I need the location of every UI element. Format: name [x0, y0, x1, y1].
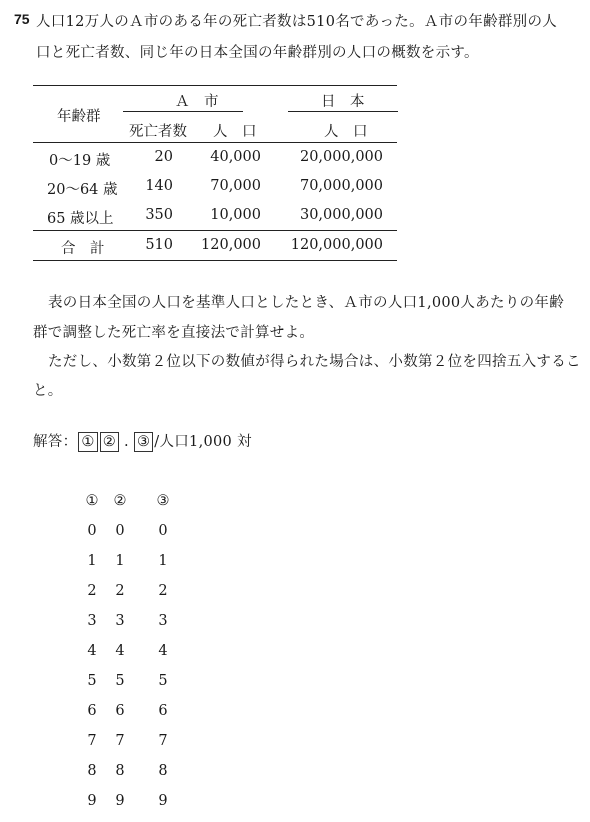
row-population-a: 70,000: [210, 178, 261, 194]
digit-option[interactable]: 4: [87, 643, 97, 659]
header-japan: 日 本: [321, 94, 365, 110]
city-header-rule: [123, 111, 243, 112]
digit-option[interactable]: 1: [158, 553, 168, 569]
answer-line: [33, 430, 252, 452]
answer-label: 解答：: [33, 434, 78, 450]
digit-column-header: ③: [156, 493, 170, 509]
header-age-group: 年齢群: [57, 109, 101, 125]
digit-option[interactable]: 9: [115, 793, 125, 809]
answer-box-3[interactable]: ③: [134, 432, 153, 452]
digit-option[interactable]: 8: [158, 763, 168, 779]
table-bottom-rule: [33, 260, 397, 261]
header-population-a: 人 口: [213, 124, 257, 140]
question-stem-line-1: 人口12万人のＡ市のある年の死亡者数は510名であった。Ａ市の年齢群別の人: [36, 14, 558, 30]
digit-option[interactable]: 6: [87, 703, 97, 719]
total-population-a: 120,000: [201, 237, 261, 253]
row-population-japan: 30,000,000: [299, 207, 383, 223]
row-population-a: 40,000: [210, 149, 261, 165]
row-population-japan: 70,000,000: [299, 178, 383, 194]
digit-column-header: ②: [113, 493, 127, 509]
header-population-japan: 人 口: [324, 124, 368, 140]
digit-option[interactable]: 7: [158, 733, 168, 749]
header-city-a: Ａ 市: [175, 94, 219, 110]
digit-option[interactable]: 6: [158, 703, 168, 719]
decimal-point: .: [124, 434, 129, 450]
digit-option[interactable]: 5: [87, 673, 97, 689]
digit-option[interactable]: 3: [115, 613, 125, 629]
digit-option[interactable]: 7: [87, 733, 97, 749]
row-population-japan: 20,000,000: [299, 149, 383, 165]
digit-option[interactable]: 0: [87, 523, 97, 539]
table-top-rule: [33, 85, 397, 86]
digit-option[interactable]: 9: [87, 793, 97, 809]
digit-option[interactable]: 4: [158, 643, 168, 659]
row-deaths: 20: [154, 149, 173, 165]
instruction-line-1: 表の日本全国の人口を基準人口としたとき、Ａ市の人口1,000人あたりの年齢: [48, 295, 565, 311]
digit-option[interactable]: 2: [115, 583, 125, 599]
condition-line-2: と。: [33, 383, 63, 399]
total-top-rule: [33, 230, 397, 231]
total-label: 合 計: [61, 241, 105, 257]
digit-option[interactable]: 6: [115, 703, 125, 719]
digit-column-2: [105, 492, 135, 822]
digit-column-1: [77, 492, 107, 822]
header-bottom-rule: [33, 142, 397, 143]
row-deaths: 350: [145, 207, 173, 223]
digit-option[interactable]: 3: [87, 613, 97, 629]
digit-option[interactable]: 8: [115, 763, 125, 779]
digit-option[interactable]: 5: [115, 673, 125, 689]
answer-unit: /人口1,000 対: [154, 434, 252, 450]
digit-option[interactable]: 8: [87, 763, 97, 779]
digit-option[interactable]: 4: [115, 643, 125, 659]
row-age: 0～19 歳: [49, 153, 111, 169]
digit-column-3: [148, 492, 178, 822]
row-population-a: 10,000: [210, 207, 261, 223]
digit-option[interactable]: 7: [115, 733, 125, 749]
answer-box-1[interactable]: ①: [78, 432, 97, 452]
digit-option[interactable]: 2: [158, 583, 168, 599]
row-age: 65 歳以上: [47, 211, 114, 227]
data-table: [33, 85, 397, 261]
digit-option[interactable]: 1: [87, 553, 97, 569]
question-number: 75: [14, 11, 30, 27]
total-population-japan: 120,000,000: [290, 237, 383, 253]
digit-option[interactable]: 0: [158, 523, 168, 539]
answer-box-2[interactable]: ②: [100, 432, 119, 452]
total-deaths: 510: [145, 237, 173, 253]
header-deaths: 死亡者数: [129, 124, 187, 140]
digit-option[interactable]: 3: [158, 613, 168, 629]
digit-option[interactable]: 9: [158, 793, 168, 809]
row-deaths: 140: [145, 178, 173, 194]
instruction-line-2: 群で調整した死亡率を直接法で計算せよ。: [33, 325, 315, 341]
digit-option[interactable]: 2: [87, 583, 97, 599]
row-age: 20～64 歳: [47, 182, 118, 198]
digit-option[interactable]: 1: [115, 553, 125, 569]
digit-column-header: ①: [85, 493, 99, 509]
digit-option[interactable]: 0: [115, 523, 125, 539]
digit-option[interactable]: 5: [158, 673, 168, 689]
question-stem-line-2: 口と死亡者数、同じ年の日本全国の年齢群別の人口の概数を示す。: [36, 45, 479, 61]
condition-line-1: ただし、小数第２位以下の数値が得られた場合は、小数第２位を四捨五入するこ: [48, 354, 581, 370]
japan-header-rule: [288, 111, 398, 112]
